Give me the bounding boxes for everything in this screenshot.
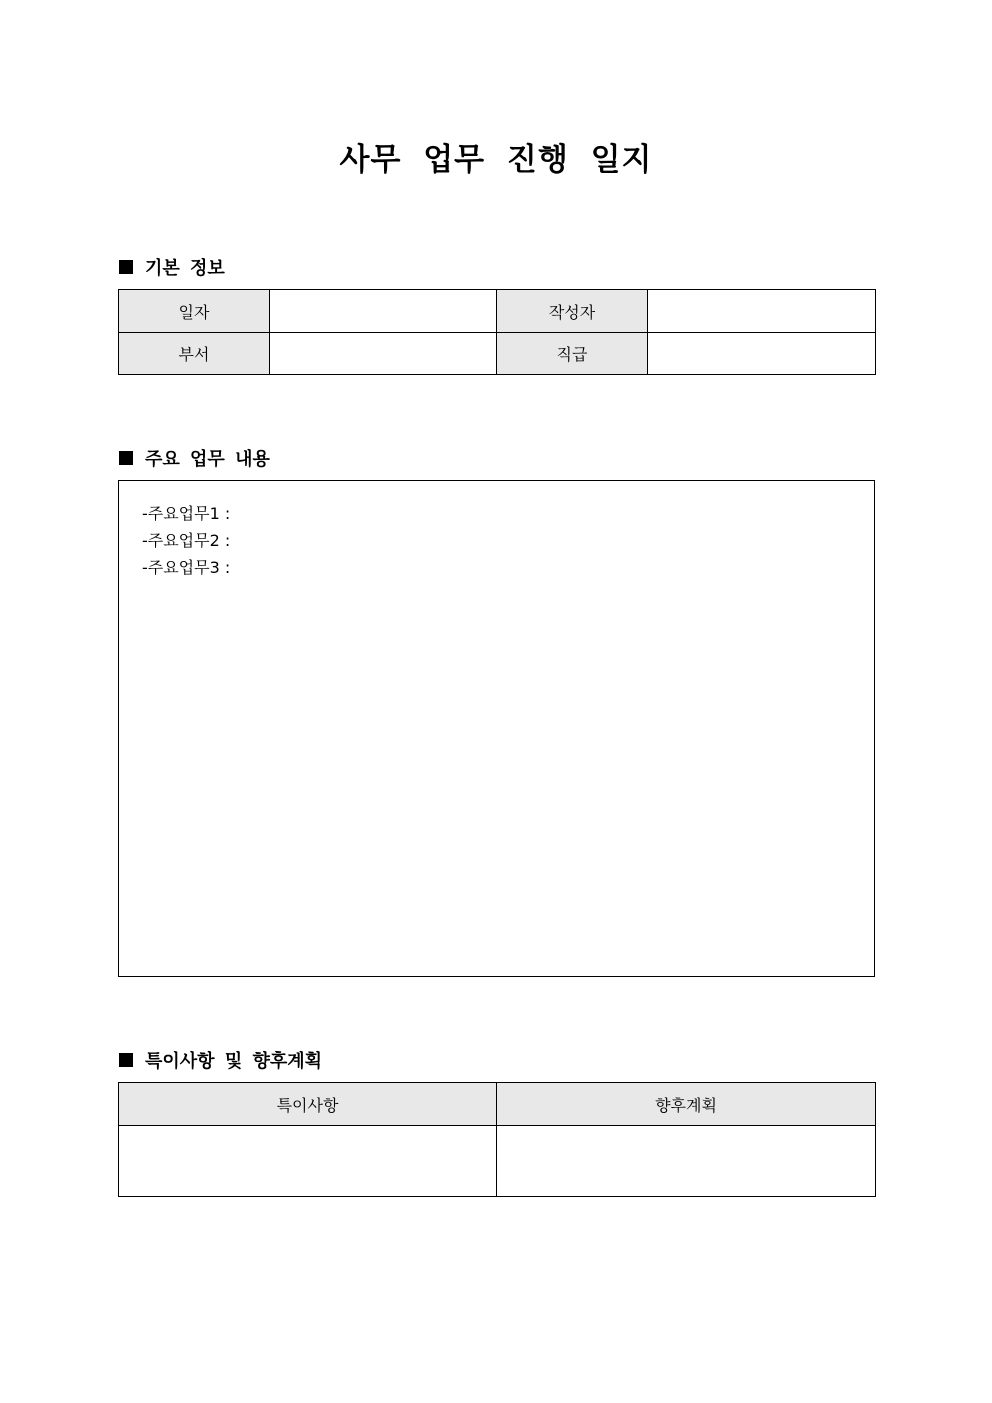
task-line-2: -주요업무2 : [142,531,231,550]
section-heading-main-tasks [119,445,270,471]
position-label: 직급 [497,333,648,375]
main-tasks-box[interactable] [118,480,875,977]
plans-field[interactable] [497,1126,876,1197]
main-tasks-lines [142,500,230,581]
square-bullet-icon [119,1053,133,1067]
department-field[interactable] [270,333,497,375]
date-label: 일자 [119,290,270,333]
section-heading-notes-plans [119,1047,322,1073]
author-label: 작성자 [497,290,648,333]
table-row [119,1083,876,1126]
plans-header: 향후계획 [497,1083,876,1126]
section-heading-label: 기본 정보 [145,258,225,279]
task-line-3: -주요업무3 : [142,558,231,577]
position-field[interactable] [648,333,876,375]
section-heading-label: 주요 업무 내용 [145,449,270,470]
date-field[interactable] [270,290,497,333]
notes-plans-table [118,1082,876,1197]
document-title: 사무 업무 진행 일지 [339,142,653,178]
table-row [119,290,876,333]
basic-info-table [118,289,876,375]
task-line-1: -주요업무1 : [142,504,231,523]
table-row [119,1126,876,1197]
author-field[interactable] [648,290,876,333]
department-label: 부서 [119,333,270,375]
square-bullet-icon [119,260,133,274]
notes-header: 특이사항 [119,1083,497,1126]
section-heading-label: 특이사항 및 향후계획 [145,1051,323,1072]
square-bullet-icon [119,451,133,465]
notes-field[interactable] [119,1126,497,1197]
section-heading-basic-info [119,254,225,280]
table-row [119,333,876,375]
